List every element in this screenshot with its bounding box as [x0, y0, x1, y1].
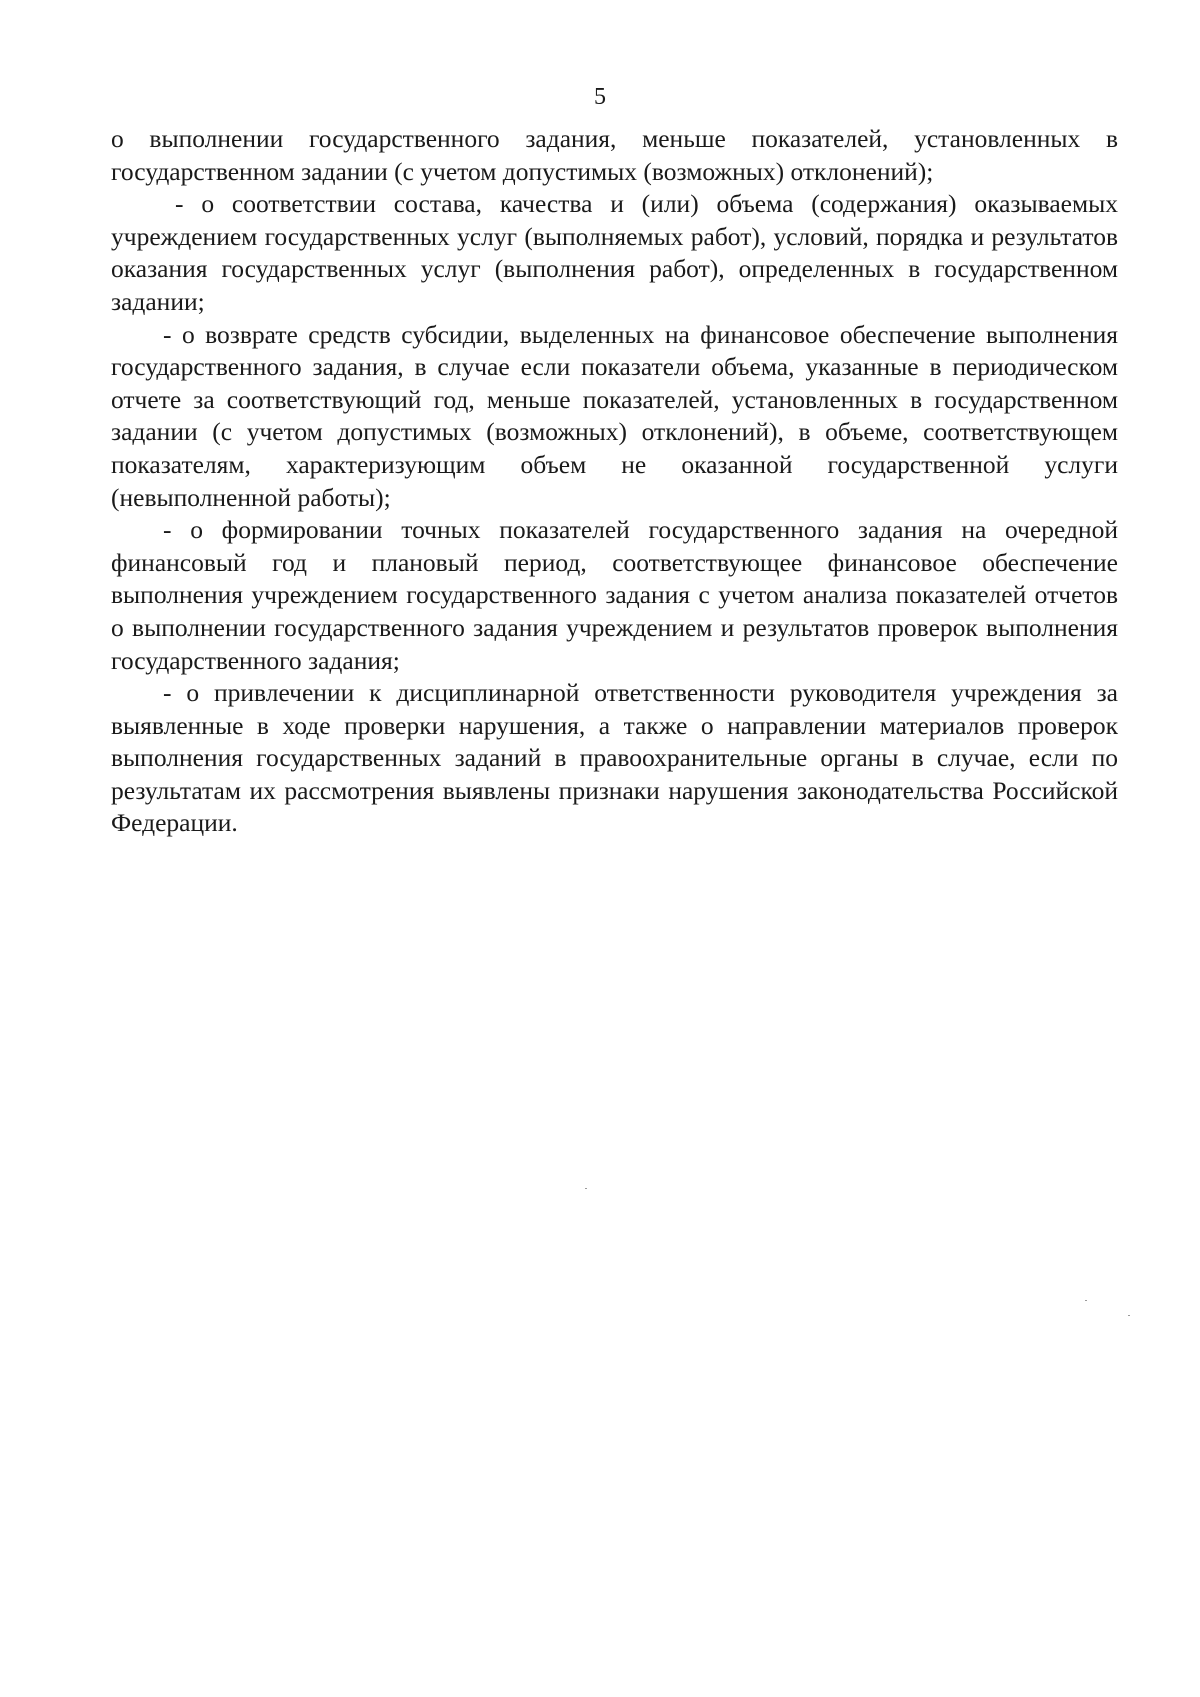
page-number: 5: [594, 84, 606, 110]
paragraph-item-forming-indicators: - о формировании точных показателей государственного задания на очередной финансовый год и плановый период, соответствующее финансовое обеспечение выполнения учреждением государственного задания с учетом анализа показателей отчетов о выполнении государственного задания учреждением и результатов проверок выполнения государственного задания;: [111, 515, 1118, 675]
paragraph-item-compliance: - о соответствии состава, качества и (или) объема (содержания) оказываемых учреждением государственных услуг (выполняемых работ), условий, порядка и результатов оказания государственных услуг (выполнения работ), определенных в государственном задании;: [111, 189, 1118, 316]
document-body: [111, 123, 1118, 840]
scan-speck: [1085, 1300, 1087, 1301]
paragraph-item-disciplinary: - о привлечении к дисциплинарной ответственности руководителя учреждения за выявленные в ходе проверки нарушения, а также о направлении материалов проверок выполнения государственных заданий в правоохранительные органы в случае, если по результатам их рассмотрения выявлены признаки нарушения законодательства Российской Федерации.: [111, 678, 1118, 838]
paragraph-continuation: о выполнении государственного задания, меньше показателей, установленных в государственном задании (с учетом допустимых (возможных) отклонений);: [111, 124, 1118, 186]
scan-speck: [585, 1188, 587, 1189]
scan-speck: [1128, 1315, 1130, 1316]
paragraph-item-refund: - о возврате средств субсидии, выделенных на финансовое обеспечение выполнения государственного задания, в случае если показатели объема, указанные в периодическом отчете за соответствующий год, меньше показателей, установленных в государственном задании (с учетом допустимых (возможных) отклонений), в объеме, соответствующем показателям, характеризующим объем не оказанной государственной услуги (невыполненной работы);: [111, 319, 1118, 512]
